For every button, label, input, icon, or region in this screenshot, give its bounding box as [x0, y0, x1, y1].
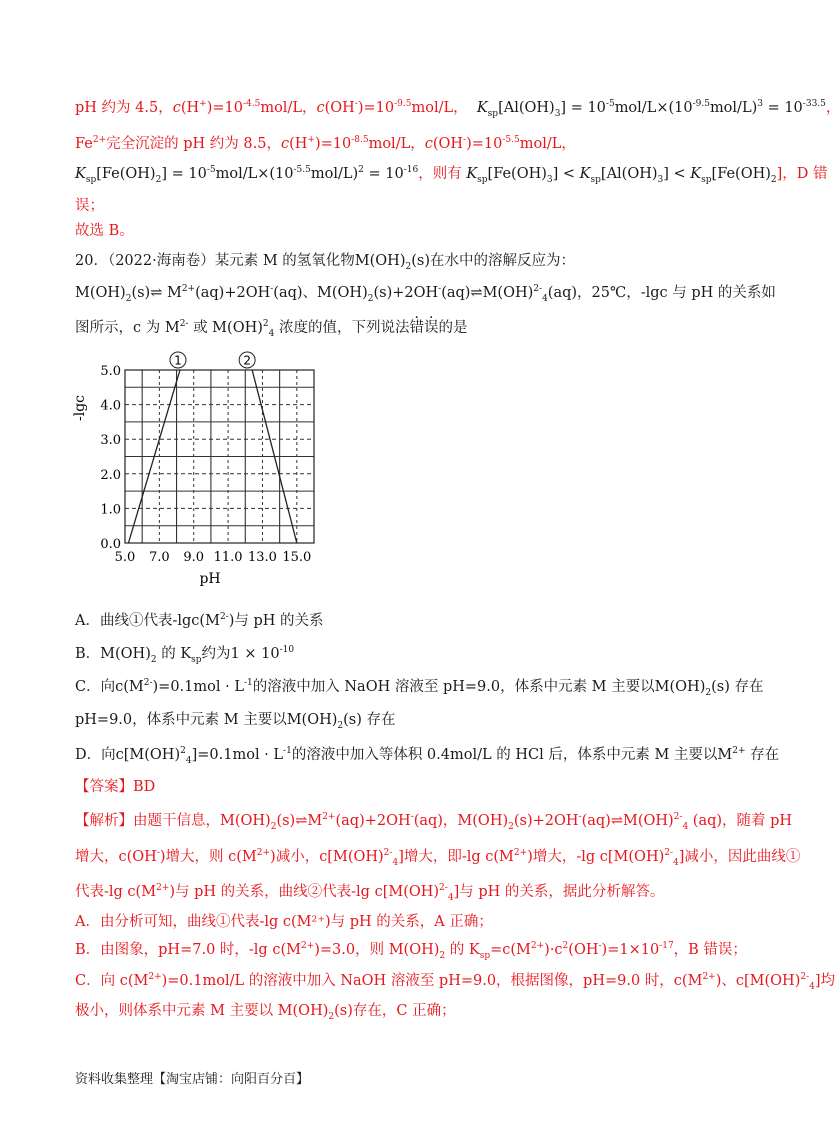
- option-a: A．曲线①代表$-\lg c(M^{2-})$与 pH 的关系: [75, 612, 324, 629]
- analysis-q20-line-1: 【解析】由题干信息，$M(OH)_2(s)\rightleftharpoons M^{2+}(aq)+2OH^-(aq)$，$M(OH)_2(s)+2OH^-(aq)\rightleftharpoons M(OH)^{2-}_4$ (aq)，随着 pH: [75, 812, 793, 832]
- x-tick-label: 7.0: [149, 550, 170, 565]
- y-tick-label: 5.0: [100, 364, 121, 379]
- answer-label: 【答案】: [75, 779, 133, 795]
- y-axis-label: -lgc: [72, 394, 88, 422]
- emphasis-char: 错: [409, 320, 424, 336]
- analysis-line-2: $Fe^{2+}$完全沉淀的 pH 约为 8.5，$c(H^+)=10^{-8.5}mol/L$，$c(OH^-)=10^{-5.5}mol/L$，: [75, 135, 576, 152]
- analysis-q20-line-2: 增大，c(OH-)增大，则 $c(M^{2+})$减小，c[M(OH)$^{2-}_4$]增大，即-lg $c(M^{2+})$增大，-lg c[M(OH)$^{2-}_4$]减小，因此曲线①: [75, 848, 801, 868]
- x-tick-label: 5.0: [114, 550, 136, 565]
- option-c: C．向$c(M^{2-})=0.1mol \cdot L^{-1}$的溶液中加入 NaOH 溶液至 pH=9.0，体系中元素 M 主要以$M(OH)_2(s)$ 存在: [75, 678, 764, 698]
- analysis-line-3: $K_{sp}[Fe(OH)_2] = 10^{-5}mol/L\times(10^{-5.5}mol/L)^2 = 10^{-16}$，则有 $K_{sp}[Fe(OH)_3] < K_{sp}[Al(OH)_3] < K_{sp}[Fe(OH)_2]$，D 错: [75, 165, 828, 185]
- analysis-q20-line-4: A．由分析可知，曲线①代表-lg c(M²⁺)与 pH 的关系，A 正确；: [75, 914, 493, 930]
- y-tick-label: 3.0: [100, 433, 121, 449]
- y-tick-label: 4.0: [100, 398, 121, 414]
- lgc-ph-chart: [70, 348, 330, 593]
- analysis-line-1: pH 约为 4.5，$c(H^+)=10^{-4.5}mol/L$，$c(OH^-)=10^{-9.5}mol/L$， $K_{sp}[Al(OH)_3] = 10^{-5}mol/L\times(10^{-9.5}mol/L)^3 = 10^{-33.5}$，: [75, 99, 840, 119]
- answer-value: BD: [133, 779, 156, 795]
- footer-source: 资料收集整理【淘宝店铺：向阳百分百】: [75, 1072, 310, 1087]
- emphasis-char: 误: [423, 320, 439, 336]
- y-tick-label: 0.0: [100, 537, 121, 552]
- option-b: B．$M(OH)_2$ 的 $K_{sp}$约为$1 \times 10^{-10}$: [75, 645, 295, 665]
- analysis-q20-line-3: 代表-lg $c(M^{2+})$与 pH 的关系，曲线②代表-lg c[M(OH)$^{2-}_4$]与 pH 的关系，据此分析解答。: [75, 883, 665, 903]
- x-axis-label: pH: [199, 571, 221, 587]
- question-20-stem-1: 20．（2022·海南卷）某元素 M 的氢氧化物$M(OH)_2(s)$在水中的溶解反应为：: [75, 253, 575, 272]
- ksp-al-formula: $K_{sp}[Al(OH)_3] = 10^{-5}mol/L\times(10^{-9.5}mol/L)^3 = 10^{-33.5}$: [476, 99, 826, 119]
- option-d: D．向$c[M(OH)^2_4]=0.1mol \cdot L^{-1}$的溶液中加入等体积 0.4mol/L 的 HCl 后，体系中元素 M 主要以$M^{2+}$ 存在: [75, 746, 780, 766]
- y-tick-label: 2.0: [100, 467, 121, 483]
- y-tick-label: 1.0: [100, 502, 121, 518]
- analysis-line-5: 故选 B。: [75, 223, 134, 239]
- chart-grid: [125, 370, 314, 543]
- analysis-q20-line-5: B．由图象，pH=7.0 时，-lg $c(M^{2+})=3.0$，则 $M(OH)_2$ 的 $K_{sp}=c(M^{2+})\cdot c^2(OH^-)=1\times 10^{-17}$，B 错误；: [75, 941, 747, 961]
- x-tick-label: 15.0: [282, 550, 312, 565]
- analysis-q20-line-7: 极小，则体系中元素 M 主要以 $M(OH)_2(s)$存在，C 正确；: [75, 1003, 456, 1022]
- x-tick-label: 13.0: [247, 550, 277, 565]
- series-label: 2: [243, 353, 251, 368]
- answer-line: [75, 777, 155, 797]
- analysis-line-4: 误；: [75, 198, 104, 214]
- option-c-continued: pH=9.0，体系中元素 M 主要以$M(OH)_2(s)$ 存在: [75, 712, 396, 731]
- x-tick-label: 11.0: [213, 550, 243, 565]
- chart-series: [128, 352, 296, 543]
- series-label: 1: [174, 353, 182, 368]
- question-20-stem-3: 图所示，c 为 $M^{2-}$ 或 M(OH)$^2_4$ 浓度的值，下列说法错误的是: [75, 319, 468, 339]
- analysis-q20-line-6: C．向 $c(M^{2+})=0.1mol/L$ 的溶液中加入 NaOH 溶液至 pH=9.0，根据图像，pH=9.0 时，$c(M^{2+})$、c[M(OH)$^{2-}_4$]均: [75, 972, 836, 992]
- question-20-stem-2: $M(OH)_2(s)\rightleftharpoons$ $M^{2+}(aq)+2OH^-(aq)$、$M(OH)_2(s)+2OH^-(aq)\rightleftharpoons M(OH)^{2-}_4(aq)$，25℃，-lgc 与 pH 的关系如: [75, 284, 776, 304]
- x-tick-label: 9.0: [183, 550, 205, 565]
